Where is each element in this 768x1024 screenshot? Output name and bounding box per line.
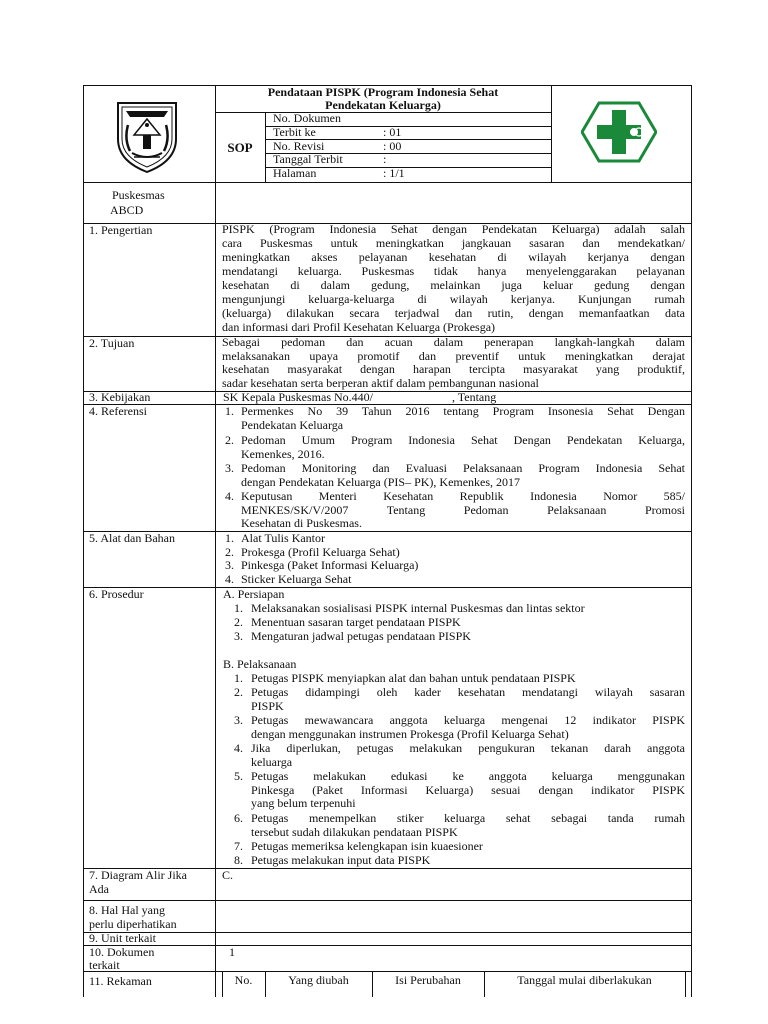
meta-value: : <box>383 152 387 166</box>
tujuan-line: sadar kesehatan serta berperan aktif dalam pembangunan nasional <box>222 375 539 390</box>
puskesmas-logo <box>581 101 657 163</box>
diagram-text: C. <box>222 868 234 882</box>
meta-value: : 00 <box>383 139 402 153</box>
prosedur-b-item-line: tersebut sudah dilakukan pendataan PISPK <box>251 824 458 839</box>
tujuan-line: kesehatan masyarakat dengan harapan tercipta masyarakat yang produktif, <box>222 362 685 377</box>
org-name-line2: ABCD <box>110 203 144 217</box>
sop-label: SOP <box>227 140 253 155</box>
prosedur-b-number: 4. <box>234 741 243 755</box>
pengertian-line: cara Puskesmas untuk meningkatkan jangkauan sasaran dan mendekatkan/ <box>222 236 685 250</box>
pengertian-line: meningkatkan akses pelayanan kesehatan di wilayah kerjanya dengan <box>222 250 685 264</box>
header-bottom-line <box>83 182 691 183</box>
row-line <box>83 932 691 933</box>
row-label-diagram-2: Ada <box>89 882 109 896</box>
referensi-number: 1. <box>225 404 234 418</box>
pengertian-line: mendatangi keluarga. Puskesmas tidak hanya menyelenggarakan pelayanan <box>222 264 685 278</box>
pengertian-line: mengunjungi keluarga-keluarga di wilayah kerjanya. Kunjungan rumah <box>222 292 685 306</box>
referensi-item-line: Pedoman Umum Program Indonesia Sehat Dengan Pendekatan Keluarga, <box>241 433 685 447</box>
rekaman-header-tanggal: Tanggal mulai diberlakukan <box>517 973 652 987</box>
prosedur-b-item-line: Petugas didampingi oleh kader kesehatan mendatangi wilayah sasaran <box>251 685 685 699</box>
prosedur-b-item-line: PISPK <box>251 698 284 713</box>
prosedur-b-number: 8. <box>234 853 243 867</box>
referensi-item-line: dengan Pendekatan Keluarga (PIS– PK), Kemenkes, 2017 <box>241 474 521 489</box>
referensi-item-line: Kemenkes, 2016. <box>241 446 325 461</box>
alat-number: 3. <box>225 558 234 573</box>
table-border-left <box>83 85 84 997</box>
meta-label: Halaman <box>273 166 317 180</box>
prosedur-b-item-line: Pinkesga (Paket Informasi Keluarga) sesuai dengan indikator PISPK <box>251 782 685 797</box>
pengertian-line: (keluarga) dilakukan secara terjadwal dan rutin, dengan memanfaatkan data <box>222 306 685 320</box>
row-label-diagram-1: 7. Diagram Alir Jika <box>89 868 187 882</box>
row-label-hal-2: perlu diperhatikan <box>89 917 177 931</box>
referensi-item-line: Kesehatan di Puskesmas. <box>241 516 362 531</box>
prosedur-b-number: 5. <box>234 769 243 783</box>
prosedur-section-a: A. Persiapan <box>223 587 285 601</box>
sop-divider <box>265 112 266 182</box>
rekaman-inner-line <box>685 971 686 997</box>
meta-label: Terbit ke <box>273 125 316 139</box>
prosedur-a-item: Menentuan sasaran target pendataan PISPK <box>251 615 461 629</box>
prosedur-a-number: 1. <box>234 601 243 615</box>
prosedur-b-number: 2. <box>234 685 243 699</box>
alat-item: Pinkesga (Paket Informasi Keluarga) <box>241 558 419 573</box>
row-label-referensi: 4. Referensi <box>89 404 147 418</box>
dokumen-text: 1 <box>229 945 235 959</box>
referensi-item-line: MENKES/SK/V/2007 Tentang Pedoman Pelaksanaan Promosi <box>241 502 685 517</box>
rekaman-header-no: No. <box>234 973 253 987</box>
tujuan-line: melaksanakan upaya promotif dan preventif untuk meningkatkan derajat <box>222 348 685 363</box>
prosedur-b-item-line: dengan menggunakan instrumen Prokesga (Profil Keluarga Sehat) <box>251 726 569 741</box>
prosedur-b-number: 3. <box>234 713 243 727</box>
referensi-item-line: Permenkes No 39 Tahun 2016 tentang Program Insonesia Sehat Dengan <box>241 404 685 418</box>
rekaman-header-isi-perubahan: Isi Perubahan <box>395 973 461 987</box>
alat-number: 2. <box>225 544 234 559</box>
prosedur-b-number: 6. <box>234 811 243 825</box>
meta-value: : 1/1 <box>383 166 405 180</box>
row-label-alat: 5. Alat dan Bahan <box>89 531 175 545</box>
row-label-prosedur: 6. Prosedur <box>89 587 144 601</box>
row-label-unit: 9. Unit terkait <box>89 931 156 945</box>
pengertian-line: kesehatan di dalam gedung, melainkan juga keluar gedung dengan <box>222 278 685 292</box>
document-title-line2: Pendekatan Keluarga) <box>325 98 441 112</box>
prosedur-section-b: B. Pelaksanaan <box>223 657 297 671</box>
tujuan-line: Sebagai pedoman dan acuan dalam penerapan langkah-langkah dalam <box>222 335 685 349</box>
prosedur-a-item: Melaksanakan sosialisasi PISPK internal Puskesmas dan lintas sektor <box>251 601 585 615</box>
prosedur-a-number: 3. <box>234 629 243 643</box>
kebijakan-text-tentang: , Tentang <box>452 390 497 404</box>
referensi-number: 4. <box>225 489 234 503</box>
pengertian-line: dan informasi dari Profil Kesehatan Keluarga (Prokesga) <box>222 320 496 334</box>
referensi-item-line: Pedoman Monitoring dan Evaluasi Pelaksanaan Program Indonesia Sehat <box>241 461 685 475</box>
row-line <box>83 900 691 901</box>
prosedur-a-number: 2. <box>234 615 243 629</box>
prosedur-b-item-line: Petugas melakukan edukasi ke anggota keluarga menggunakan <box>251 769 685 783</box>
row-label-kebijakan: 3. Kebijakan <box>89 390 151 404</box>
row-label-tujuan: 2. Tujuan <box>89 336 135 350</box>
prosedur-b-item-line: Petugas mewawancara anggota keluarga mengenai 12 indikator PISPK <box>251 713 685 727</box>
alat-number: 4. <box>225 572 234 587</box>
prosedur-b-item-line: Petugas melakukan input data PISPK <box>251 853 431 867</box>
prosedur-b-item-line: Petugas PISPK menyiapkan alat dan bahan untuk pendataan PISPK <box>251 671 576 685</box>
meta-label: No. Revisi <box>273 139 325 153</box>
prosedur-b-item-line: Petugas memeriksa kelengkapan isin kuaesioner <box>251 839 483 853</box>
referensi-item-line: Pendekatan Keluarga <box>241 417 344 432</box>
prosedur-b-number: 7. <box>234 839 243 853</box>
meta-label: Tanggal Terbit <box>273 152 343 166</box>
prosedur-b-number: 1. <box>234 671 243 685</box>
row-line <box>83 971 691 972</box>
row-label-hal-1: 8. Hal Hal yang <box>89 903 165 917</box>
document-title-line1: Pendataan PISPK (Program Indonesia Sehat <box>267 85 499 99</box>
referensi-number: 2. <box>225 433 234 447</box>
alat-number: 1. <box>225 531 234 545</box>
alat-item: Alat Tulis Kantor <box>241 531 326 545</box>
logo-right-divider <box>551 85 552 182</box>
kebijakan-text: SK Kepala Puskesmas No.440/ <box>223 390 373 404</box>
rekaman-header-yang-diubah: Yang diubah <box>288 973 349 987</box>
row-label-pengertian: 1. Pengertian <box>89 223 153 237</box>
referensi-item-line: Keputusan Menteri Kesehatan Republik Indonesia Nomor 585/ <box>241 489 685 503</box>
alat-item: Prokesga (Profil Keluarga Sehat) <box>241 544 400 559</box>
meta-label: No. Dokumen <box>273 111 341 125</box>
regency-emblem-logo <box>112 95 182 175</box>
prosedur-b-item-line: yang belum terpenuhi <box>251 796 356 811</box>
table-border-right <box>691 85 692 997</box>
alat-item: Sticker Keluarga Sehat <box>241 572 352 587</box>
row-line <box>83 587 691 588</box>
prosedur-b-item-line: keluarga <box>251 754 293 769</box>
row-line <box>83 945 691 946</box>
label-column-divider <box>215 85 216 997</box>
meta-value: : 01 <box>383 125 402 139</box>
row-label-dokumen-1: 10. Dokumen <box>89 945 155 959</box>
referensi-number: 3. <box>225 461 234 475</box>
row-line <box>83 391 691 392</box>
row-label-dokumen-2: terkait <box>89 958 120 972</box>
org-name-line1: Puskesmas <box>112 188 165 202</box>
prosedur-b-item-line: Jika diperlukan, petugas melakukan pengukuran tekanan darah anggota <box>251 741 685 755</box>
prosedur-a-item: Mengaturan jadwal petugas pendataan PISPK <box>251 629 471 643</box>
row-label-rekaman: 11. Rekaman <box>89 974 152 988</box>
pengertian-line: PISPK (Program Indonesia Sehat dengan Pendekatan Keluarga) adalah salah <box>222 222 685 236</box>
prosedur-b-item-line: Petugas menempelkan stiker keluarga sehat sebagai tanda rumah <box>251 811 685 825</box>
